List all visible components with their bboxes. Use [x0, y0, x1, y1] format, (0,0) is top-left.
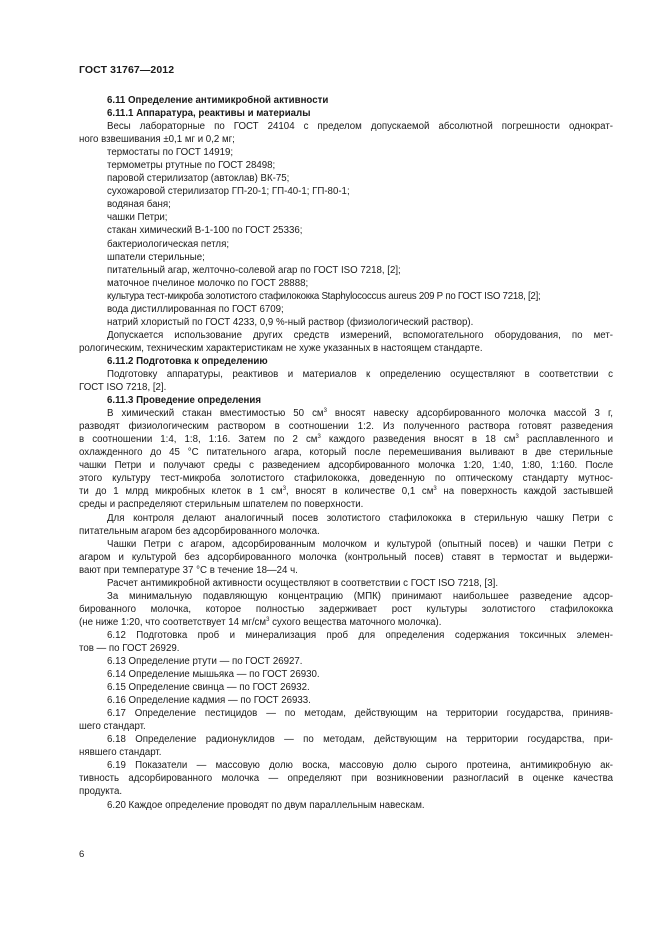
incubation-line-2: агаром и культурой без адсорбированного молочка (контрольный посев) ставят в термостат и выдержи-: [79, 551, 613, 563]
section-6-19-line-3: продукта.: [79, 786, 123, 798]
incubation-line-3: вают при температуре 37 °С в течение 18—24 ч.: [79, 564, 298, 576]
equipment-item: термостаты по ГОСТ 14919;: [107, 147, 234, 159]
procedure-line-8: среды и распределяют стерильным шпателем по поверхности.: [79, 499, 364, 511]
equipment-item: термометры ртутные по ГОСТ 28498;: [107, 160, 276, 172]
section-6-16: 6.16 Определение кадмия — по ГОСТ 26933.: [107, 695, 311, 707]
section-6-20: 6.20 Каждое определение проводят по двум параллельным навескам.: [107, 799, 425, 811]
preparation-line-1: Подготовку аппаратуры, реактивов и материалов к определению осуществляют в соответствии с: [107, 368, 613, 380]
equipment-item: культура тест-микроба золотистого стафилококка Staphylococcus aureus 209 Р по ГОСТ ISO 7218, [2];: [107, 290, 541, 302]
preparation-line-2: ГОСТ ISO 7218, [2].: [79, 382, 167, 394]
equipment-scales-line-1: Весы лабораторные по ГОСТ 24104 с пределом допускаемой абсолютной погрешности однократ-: [107, 121, 613, 133]
page-number: 6: [79, 849, 85, 860]
equipment-scales-line-2: ного взвешивания ±0,1 мг и 0,2 мг;: [79, 134, 235, 146]
section-6-14: 6.14 Определение мышьяка — по ГОСТ 26930.: [107, 669, 320, 681]
section-6-11-1-heading: 6.11.1 Аппаратура, реактивы и материалы: [107, 108, 311, 120]
procedure-line-2: разводят физиологическим раствором в соотношении 1:2. Из полученного раствора готовят разведения: [79, 421, 613, 433]
section-6-18-line-2: нявшего стандарт.: [79, 747, 162, 759]
allowed-alternatives-line-1: Допускается использование других средств измерений, вспомогательного оборудования, по мет-: [107, 329, 613, 341]
section-6-12-line-2: тов — по ГОСТ 26929.: [79, 642, 180, 654]
procedure-line-5: чашки Петри и получают среды с разведением адсорбированного молочка 1:20, 1:40, 1:80, 1:160. После: [79, 460, 613, 472]
equipment-item: натрий хлористый по ГОСТ 4233, 0,9 %-ный раствор (физиологический раствор).: [107, 316, 474, 328]
section-6-18-line-1: 6.18 Определение радионуклидов — по методам, действующим на территории государства, при-: [107, 734, 613, 746]
section-6-11-3-heading: 6.11.3 Проведение определения: [107, 395, 262, 407]
equipment-item: вода дистиллированная по ГОСТ 6709;: [107, 303, 284, 315]
equipment-item: стакан химический В-1-100 по ГОСТ 25336;: [107, 225, 303, 237]
calculation-paragraph: Расчет антимикробной активности осуществляют в соответствии с ГОСТ ISO 7218, [3].: [107, 577, 499, 589]
document-body: [79, 94, 613, 812]
section-6-19-line-2: тивность адсорбированного молочка — определяют при возникновении разногласий в оценке качества: [79, 773, 613, 785]
equipment-item: водяная баня;: [107, 199, 171, 211]
section-6-15: 6.15 Определение свинца — по ГОСТ 26932.: [107, 682, 310, 694]
document-code-header: ГОСТ 31767—2012: [79, 64, 175, 76]
procedure-line-3: в соотношении 1:4, 1:8, 1:16. Затем по 2 $см^3$ каждого разведения вносят в 18 $см^3$ расплавленного и: [79, 434, 613, 446]
section-6-12-line-1: 6.12 Подготовка проб и минерализация проб для определения содержания токсичных элемен-: [107, 629, 613, 641]
control-line-1: Для контроля делают аналогичный посев золотистого стафилококка в стерильную чашку Петри с: [107, 512, 613, 524]
incubation-line-1: Чашки Петри с агаром, адсорбированным молочком и культурой (опытный посев) и чашки Петри с: [107, 538, 613, 550]
equipment-item: чашки Петри;: [107, 212, 168, 224]
equipment-item: паровой стерилизатор (автоклав) ВК-75;: [107, 173, 290, 185]
procedure-line-1: В химический стакан вместимостью 50 $см^3$ вносят навеску адсорбированного молочка массой 3 г,: [107, 408, 613, 420]
mic-line-2: бированного молочка, которое полностью задерживает рост культуры золотистого стафилококка: [79, 603, 613, 615]
control-line-2: питательным агаром без адсорбированного молочка.: [79, 525, 320, 537]
section-6-11-heading: 6.11 Определение антимикробной активности: [107, 95, 329, 106]
section-6-11-2-heading: 6.11.2 Подготовка к определению: [107, 355, 268, 367]
equipment-item: сухожаровой стерилизатор ГП-20-1; ГП-40-1; ГП-80-1;: [107, 186, 350, 198]
procedure-line-4: охлажденного до 45 °С питательного агара, который после перемешивания выливают в две стерильные: [79, 447, 613, 459]
equipment-item: маточное пчелиное молочко по ГОСТ 28888;: [107, 277, 309, 289]
section-6-17-line-1: 6.17 Определение пестицидов — по методам, действующим на территории государства, принияв-: [107, 708, 613, 720]
section-6-17-line-2: шего стандарт.: [79, 721, 146, 733]
equipment-item: питательный агар, желточно-солевой агар по ГОСТ ISO 7218, [2];: [107, 264, 401, 276]
section-6-19-line-1: 6.19 Показатели — массовую долю воска, массовую долю сырого протеина, антимикробную ак-: [107, 760, 613, 772]
procedure-line-6: этого культуру тест-микроба золотистого стафилококка, доведенную по оптическому стандарту мутнос-: [79, 473, 613, 485]
allowed-alternatives-line-2: рологическим, техническим характеристикам не хуже указанных в настоящем стандарте.: [79, 342, 483, 354]
equipment-item: шпатели стерильные;: [107, 251, 205, 263]
mic-line-1: За минимальную подавляющую концентрацию (МПК) принимают наибольшее разведение адсор-: [107, 590, 613, 602]
mic-line-3: (не ниже 1:20, что соответствует 14 $мг/см^3$ сухого вещества маточного молочка).: [79, 616, 442, 628]
procedure-line-7: ти до 1 млрд микробных клеток в 1 $см^3$, вносят в количестве 0,1 $см^3$ на поверхность каждой застывшей: [79, 486, 614, 498]
section-6-13: 6.13 Определение ртути — по ГОСТ 26927.: [107, 656, 303, 668]
equipment-item: бактериологическая петля;: [107, 238, 230, 250]
